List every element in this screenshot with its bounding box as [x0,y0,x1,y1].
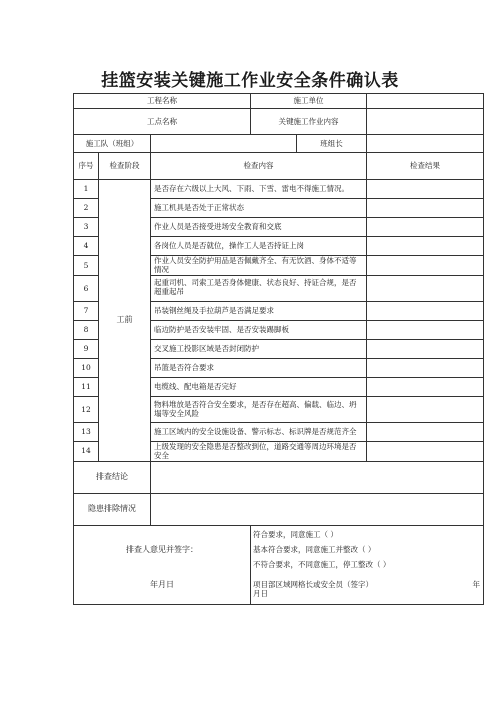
item-result[interactable] [367,218,484,237]
conclusion-row [74,461,484,493]
item-number: 6 [74,275,99,301]
option-approve-with-rectification[interactable]: 基本符合要求，同意施工并整改（ ） [253,545,376,555]
item-result[interactable] [367,396,484,422]
team-value[interactable] [151,135,297,153]
table-row [74,180,484,199]
stage-cell: 工前 [99,180,151,462]
item-content: 上级发现的安全隐患是否整改到位，道路交通等周边环境是否安全 [151,441,367,461]
team-leader-label: 班组长 [297,135,367,153]
key-work-content-label: 关键施工作业内容 [251,109,367,135]
item-number: 10 [74,358,99,377]
item-content: 起重司机、司索工是否身体健康、状态良好、持证合规，是否超重起吊 [151,275,367,301]
team-label: 施工队（班组） [74,135,151,153]
item-number: 8 [74,320,99,339]
item-result[interactable] [367,441,484,461]
site-row [74,109,484,135]
item-content: 临边防护是否安装牢固、是否安装踢脚板 [151,320,367,339]
item-number: 5 [74,256,99,276]
item-number: 12 [74,396,99,422]
item-result[interactable] [367,301,484,320]
year-label: 年 [472,580,481,589]
item-content: 各岗位人员是否就位，操作工人是否持证上岗 [151,237,367,256]
item-number: 14 [74,441,99,461]
conclusion-label: 排查结论 [74,461,151,493]
team-leader-value[interactable] [367,135,484,153]
content-header: 检查内容 [151,153,367,180]
item-number: 11 [74,377,99,396]
item-result[interactable] [367,422,484,441]
item-result[interactable] [367,256,484,276]
item-content: 施工区域内的安全设施设备、警示标志、标识牌是否规范齐全 [151,422,367,441]
item-content: 交叉施工投影区域是否封闭防护 [151,339,367,358]
opinion-options [251,525,484,574]
inspector-opinion-label: 排查人意见并签字： [74,525,251,574]
signature-line [253,574,480,589]
item-result[interactable] [367,275,484,301]
key-work-content-value[interactable] [367,109,484,135]
item-result[interactable] [367,237,484,256]
item-content: 物料堆放是否符合安全要求，是否存在超高、偏载、临边、坍塌等安全风险 [151,396,367,422]
item-result[interactable] [367,320,484,339]
site-name-label: 工点名称 [74,109,251,135]
seq-header: 序号 [74,153,99,180]
stage-header: 检查阶段 [99,153,151,180]
date-left: 年月日 [74,574,251,604]
option-approve[interactable]: 符合要求，同意施工（ ） [253,530,338,540]
month-day-label: 月日 [253,589,269,599]
opinion-row [74,525,484,574]
item-number: 1 [74,180,99,199]
confirmation-form-table [73,93,484,605]
item-number: 3 [74,218,99,237]
item-number: 7 [74,301,99,320]
signature-row [74,574,484,604]
conclusion-value[interactable] [151,461,484,493]
manager-sign-label: 项目部区域网格长或安全员（签字） [253,580,374,589]
hazard-label: 隐患排除情况 [74,493,151,525]
item-number: 13 [74,422,99,441]
project-name-label: 工程名称 [74,94,251,109]
result-header: 检查结果 [367,153,484,180]
item-content: 吊篮是否符合要求 [151,358,367,377]
item-number: 4 [74,237,99,256]
item-number: 9 [74,339,99,358]
construction-unit-value[interactable] [367,94,484,109]
item-content: 作业人员安全防护用品是否佩戴齐全、有无饮酒、身体不适等情况 [151,256,367,276]
project-row [74,94,484,109]
item-result[interactable] [367,358,484,377]
item-result[interactable] [367,377,484,396]
option-reject[interactable]: 不符合要求，不同意施工，停工整改（ ） [253,560,391,570]
item-result[interactable] [367,339,484,358]
item-content: 吊装钢丝绳及手拉葫芦是否满足要求 [151,301,367,320]
construction-unit-label: 施工单位 [251,94,367,109]
item-result[interactable] [367,199,484,218]
hazard-value[interactable] [151,493,484,525]
hazard-row [74,493,484,525]
manager-signature-cell [251,574,484,604]
team-row [74,135,484,153]
item-number: 2 [74,199,99,218]
item-content: 作业人员是否接受进场安全教育和交底 [151,218,367,237]
item-result[interactable] [367,180,484,199]
page-title: 挂篮安装关键施工作业安全条件确认表 [101,71,399,91]
column-header-row [74,153,484,180]
item-content: 是否存在六级以上大风、下雨、下雪、雷电不得施工情况。 [151,180,367,199]
item-content: 电缆线、配电箱是否完好 [151,377,367,396]
item-content: 施工机具是否处于正常状态 [151,199,367,218]
